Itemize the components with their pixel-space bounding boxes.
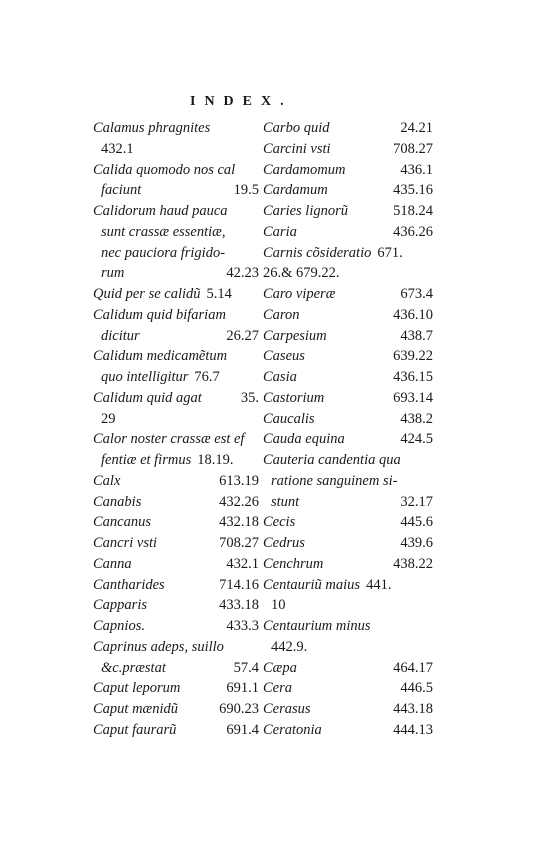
entry-term: stunt: [271, 493, 300, 510]
index-entry: [263, 118, 433, 139]
entry-reference: 441.: [366, 576, 392, 593]
entry-reference: 5.14: [206, 286, 232, 302]
entry-reference: 433.3: [226, 618, 259, 634]
entry-term: Calx: [93, 472, 121, 489]
entry-term: Caries lignorũ: [263, 203, 348, 219]
entry-reference: 436.15: [393, 369, 433, 385]
index-entry: [93, 139, 259, 160]
entry-term: Calamus phragnites: [93, 120, 211, 136]
entry-term: Caput mænidũ: [93, 701, 178, 717]
index-entry: [93, 658, 259, 679]
entry-term: Calor noster crassæ est ef: [93, 431, 245, 448]
index-entry: [263, 512, 433, 533]
index-entry: [263, 471, 433, 492]
index-entry: [93, 346, 259, 367]
index-entry: [263, 595, 433, 616]
entry-reference: 436.1: [400, 161, 433, 178]
entry-reference: 438.2: [400, 410, 433, 427]
index-entry: [93, 326, 259, 347]
index-entry: [263, 243, 433, 264]
index-entry: [263, 367, 433, 388]
index-entry: [93, 554, 259, 575]
entry-term: nec pauciora frigido-: [101, 244, 226, 261]
entry-term: Castorium: [263, 389, 325, 406]
index-entry: [93, 678, 259, 699]
index-entry: [263, 305, 433, 326]
entry-reference: 435.16: [393, 182, 433, 199]
entry-reference: 464.17: [393, 659, 433, 676]
index-entry: [93, 243, 259, 264]
entry-reference: 433.18: [219, 597, 259, 614]
entry-reference: 29: [101, 410, 116, 427]
entry-reference: 19.5: [233, 182, 259, 199]
index-entry: [93, 720, 259, 741]
index-entry: [93, 180, 259, 201]
entry-term: Cecis: [263, 514, 296, 531]
entry-term: Calida quomodo nos cal: [93, 161, 236, 178]
entry-reference: 432.18: [219, 514, 259, 531]
entry-reference: 708.27: [393, 140, 433, 157]
entry-term: Caput leporum: [93, 680, 181, 697]
index-entry: [93, 616, 259, 637]
index-entry: [263, 160, 433, 181]
index-entry: [93, 492, 259, 513]
index-entry: [93, 512, 259, 533]
entry-reference: 32.17: [400, 493, 433, 510]
entry-term: Carnis cõsideratio 671.: [263, 244, 403, 261]
entry-reference: 714.16: [219, 576, 259, 593]
entry-reference: 438.22: [393, 555, 433, 572]
index-entry: [263, 409, 433, 430]
index-entry: [263, 222, 433, 243]
index-entry: [263, 678, 433, 699]
index-entry: [263, 533, 433, 554]
index-entry: [93, 201, 259, 222]
entry-reference: 690.23: [219, 701, 259, 717]
entry-term: quo intelligitur 76.7: [101, 369, 220, 385]
entry-term: Caria: [263, 223, 297, 240]
index-entry: [263, 492, 433, 513]
index-entry: [263, 720, 433, 741]
entry-term: Caucalis: [263, 410, 315, 427]
index-entry: [93, 388, 259, 409]
index-entry: [263, 616, 433, 637]
entry-reference: 439.6: [400, 535, 433, 551]
entry-reference: 691.4: [226, 721, 259, 738]
left-column: [93, 118, 259, 741]
entry-term: Cantharides: [93, 576, 165, 593]
index-entry: [93, 305, 259, 326]
entry-term: Cauteria candentia qua: [263, 452, 401, 468]
entry-term: Cardamomum: [263, 161, 346, 178]
entry-term: Cancanus: [93, 514, 151, 531]
entry-term: Caro viperæ: [263, 286, 336, 302]
entry-term: Carbo quid: [263, 120, 330, 136]
entry-term: fentiæ et firmus 18.19.: [101, 452, 234, 468]
entry-term: Carpesium: [263, 327, 327, 344]
entry-reference: 42.23: [226, 265, 259, 282]
entry-term: Calidum quid bifariam: [93, 306, 226, 323]
entry-reference: 10: [271, 597, 286, 614]
index-entry: [263, 429, 433, 450]
index-entry: [263, 326, 433, 347]
index-entry: [263, 699, 433, 720]
entry-term: Calidum medicamẽtum: [93, 348, 228, 365]
entry-reference: 673.4: [400, 286, 433, 302]
entry-term: Caput faurarũ: [93, 721, 177, 738]
entry-reference: 708.27: [219, 535, 259, 551]
entry-reference: 57.4: [233, 659, 259, 676]
entry-term: ratione sanguinem si-: [271, 472, 398, 489]
entry-term: Cedrus: [263, 535, 305, 551]
entry-reference: 443.18: [393, 701, 433, 717]
index-entry: [93, 471, 259, 492]
index-entry: [263, 637, 433, 658]
index-entry: [93, 637, 259, 658]
entry-reference: 26.27: [226, 327, 259, 344]
index-entry: [263, 180, 433, 201]
entry-term: Cardamum: [263, 182, 328, 199]
index-entry: [93, 263, 259, 284]
index-entry: [263, 346, 433, 367]
entry-reference: 613.19: [219, 472, 259, 489]
index-entry: [93, 409, 259, 430]
entry-term: Cauda equina: [263, 431, 345, 448]
entry-term: 26.& 679.22.: [263, 265, 340, 282]
index-entry: [93, 284, 259, 305]
entry-reference: 24.21: [400, 120, 433, 136]
index-entry: [93, 429, 259, 450]
index-entry: [93, 595, 259, 616]
index-entry: [93, 222, 259, 243]
index-entry: [93, 533, 259, 554]
entry-reference: 432.1: [226, 555, 259, 572]
entry-reference: 35.: [240, 389, 259, 406]
entry-term: faciunt: [101, 182, 142, 199]
entry-reference: 436.26: [393, 223, 433, 240]
entry-reference: 671.: [377, 244, 403, 261]
entry-term: Casia: [263, 369, 297, 385]
entry-reference: 639.22: [393, 348, 433, 365]
index-entry: [263, 263, 433, 284]
index-entry: [263, 658, 433, 679]
entry-term: Carcini vsti: [263, 140, 331, 157]
index-entry: [263, 139, 433, 160]
entry-term: Canna: [93, 555, 132, 572]
entry-term: &c.præstat: [101, 659, 166, 676]
index-entry: [263, 554, 433, 575]
entry-term: Cancri vsti: [93, 535, 158, 551]
entry-term: Centauriũ maius 441.: [263, 576, 392, 593]
right-column: [263, 118, 433, 741]
entry-term: Quid per se calidũ 5.14: [93, 286, 232, 302]
index-entry: [263, 575, 433, 596]
index-entry: [263, 201, 433, 222]
entry-term: Canabis: [93, 493, 142, 510]
entry-term: Capparis: [93, 597, 147, 614]
index-entry: [93, 118, 259, 139]
index-entry: [93, 699, 259, 720]
entry-term: dicitur: [101, 327, 140, 344]
entry-term: Caprinus adeps, suillo: [93, 638, 224, 655]
entry-term: Caseus: [263, 348, 305, 365]
index-entry: [93, 450, 259, 471]
index-entry: [263, 284, 433, 305]
entry-reference: 445.6: [400, 514, 433, 531]
entry-reference: 691.1: [226, 680, 259, 697]
entry-reference: 442.9.: [271, 638, 308, 655]
entry-term: Cerasus: [263, 701, 311, 717]
entry-term: Ceratonia: [263, 721, 322, 738]
entry-reference: 436.10: [393, 306, 433, 323]
entry-term: Cera: [263, 680, 292, 697]
entry-term: Cæpa: [263, 659, 297, 676]
page-header: INDEX.: [190, 94, 293, 109]
index-entry: [93, 367, 259, 388]
entry-reference: 438.7: [400, 327, 433, 344]
entry-reference: 518.24: [393, 203, 433, 219]
entry-term: rum: [101, 265, 125, 282]
index-entry: [263, 450, 433, 471]
entry-reference: 693.14: [393, 389, 433, 406]
entry-reference: 432.26: [219, 493, 259, 510]
entry-term: Calidum quid agat: [93, 389, 202, 406]
entry-term: Caron: [263, 306, 300, 323]
entry-term: sunt crassæ essentiæ,: [101, 223, 226, 240]
entry-reference: 444.13: [393, 721, 433, 738]
index-entry: [263, 388, 433, 409]
entry-term: Cenchrum: [263, 555, 324, 572]
index-entry: [93, 160, 259, 181]
entry-term: Capnios.: [93, 618, 145, 634]
entry-reference: 76.7: [194, 369, 220, 385]
index-entry: [93, 575, 259, 596]
entry-reference: 424.5: [400, 431, 433, 448]
entry-reference: 18.19.: [197, 452, 234, 468]
entry-term: Centaurium minus: [263, 618, 371, 634]
entry-term: Calidorum haud pauca: [93, 203, 228, 219]
entry-reference: 432.1: [101, 140, 134, 157]
entry-reference: 446.5: [400, 680, 433, 697]
